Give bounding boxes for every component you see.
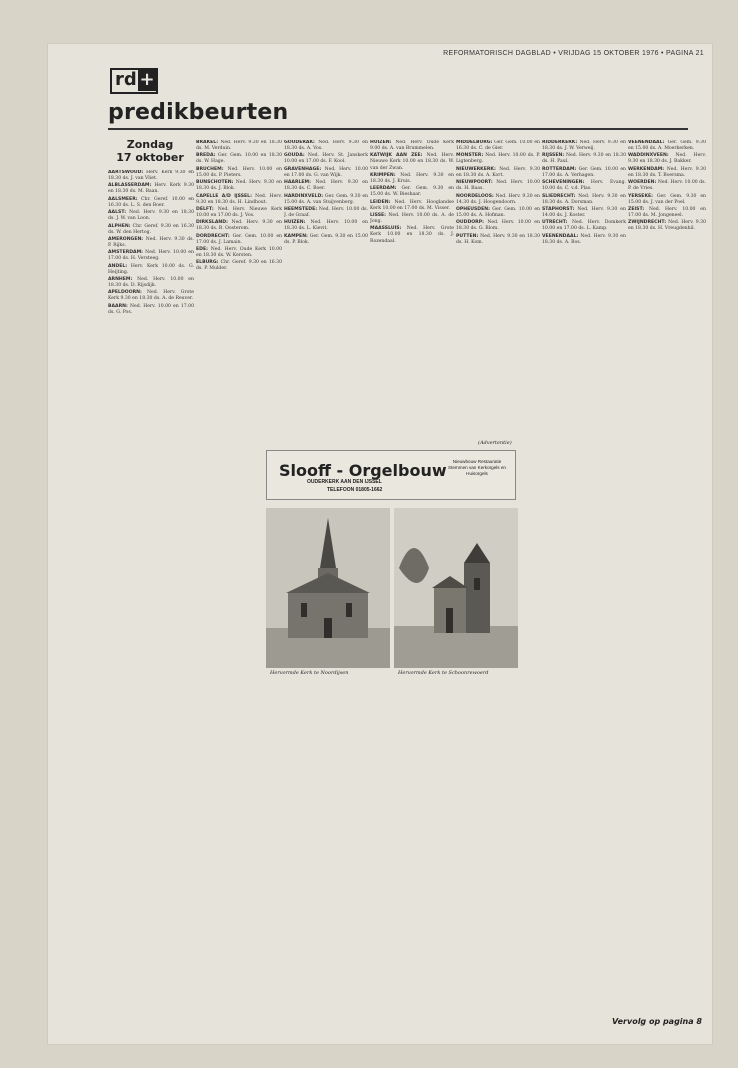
service-entry <box>284 153 368 165</box>
service-details: Ned. Herv. 9.30 en 18.30 ds. H. Vreugdenhil. <box>628 220 706 232</box>
column-4-lower <box>370 680 454 1040</box>
place-name: MONSTER: <box>456 153 484 159</box>
place-name: SLIEDRECHT: <box>542 193 576 199</box>
place-name: BAARN: <box>108 303 128 309</box>
column-3 <box>284 140 368 436</box>
service-details: Ned. Herv. 10.00 en 17.00 ds. G. Pos. <box>108 303 194 315</box>
service-entry <box>456 194 540 206</box>
service-entry <box>108 237 194 249</box>
place-name: UTRECHT: <box>542 220 568 226</box>
place-name: AARTSWOUD: <box>108 170 144 175</box>
place-name: LEERDAM: <box>370 186 397 192</box>
service-details: Ger. Gem. 9.30 en 15.00 ds. A. van Stuijvenberg. <box>284 193 368 205</box>
service-entry <box>542 234 626 246</box>
place-name: WERKENDAM: <box>628 166 665 172</box>
place-name: GRAVENHAGE: <box>284 166 322 172</box>
service-details: Herv. Kerk 10.00 ds. G. Heijting. <box>108 263 194 275</box>
place-name: HAARLEM: <box>284 180 311 186</box>
date-day: Zondag <box>126 138 174 151</box>
service-details: Ned. Herv. Oude Kerk 10.00 en 18.30 ds. W. Kersten. <box>196 247 282 259</box>
service-entry <box>370 200 454 212</box>
place-name: ALBLASSERDAM: <box>108 183 152 189</box>
service-details: Ned. Herv. 9.30 en 14.30 ds. J. Hoogendoorn. <box>456 193 540 205</box>
place-name: ROTTERDAM: <box>542 166 577 172</box>
service-entry <box>284 207 368 219</box>
paper-info: REFORMATORISCH DAGBLAD • VRIJDAG 15 OKTOBER 1976 • PAGINA 21 <box>443 50 704 57</box>
service-entry <box>284 194 368 206</box>
service-details: Ned. Herv. 10.00 en 15.00 ds. P. Pieters. <box>196 166 282 178</box>
service-details: Ned. Herv. Oude Kerk 9.00 ds. A. van Brummelen. <box>370 140 454 152</box>
service-details: Ned. Herv. 10.00 ds. J. de Graaf. <box>284 206 368 218</box>
service-details: Ned. Herv. 9.30 en 14.00 ds. J. Koster. <box>542 206 626 218</box>
church-photo-left <box>266 508 390 668</box>
place-name: EDE: <box>196 247 208 252</box>
place-name: ANDEL: <box>108 263 128 269</box>
place-name: KRIMPEN: <box>370 172 396 178</box>
column-4 <box>370 140 454 436</box>
place-name: STAPHORST: <box>542 206 575 212</box>
service-entry <box>542 153 626 165</box>
place-name: CAPELLE A/D IJSSEL: <box>196 193 252 199</box>
advertisement <box>266 450 516 500</box>
service-details: Herv. Evang. 10.00 ds. C. v.d. Plas. <box>542 180 626 192</box>
continued-notice: Vervolg op pagina 8 <box>612 1017 702 1026</box>
column-5-lower <box>456 680 540 1040</box>
caption-right: Hervormde Kerk te Schoonrewoerd <box>398 670 489 676</box>
service-entry <box>370 173 454 185</box>
service-entry <box>628 194 706 206</box>
service-entry <box>370 226 454 244</box>
place-name: AALSMEER: <box>108 196 138 202</box>
service-details: Ger. Gem. 9.30 en 15.00 ds. A. Moerkerken. <box>628 140 706 152</box>
ad-services: Nieuwbouw Restauratie Stemmen van Kerkorgels en Huisorgels <box>448 459 506 476</box>
service-entry <box>542 180 626 192</box>
place-name: ZWIJNDRECHT: <box>628 220 667 226</box>
service-details: Ned. Herv. 10.00 ds. P. Ligtenberg. <box>456 153 540 165</box>
newspaper-page <box>48 44 712 1044</box>
place-name: LEIDEN: <box>370 199 391 205</box>
service-entry <box>196 140 282 152</box>
column-3-lower <box>284 680 368 1040</box>
place-name: NOORDELOOS: <box>456 193 494 199</box>
place-name: ALPHEN: <box>108 223 131 229</box>
service-entry <box>108 290 194 302</box>
service-details: Ned. Herv. 10.00 ds. H. Baas. <box>456 180 540 192</box>
service-entry <box>370 186 454 198</box>
service-entry <box>108 277 194 289</box>
ad-name: Slooff - Orgelbouw <box>279 461 447 480</box>
place-name: AMERONGEN: <box>108 236 144 242</box>
place-name: BRUCHEM: <box>196 166 224 172</box>
service-entry <box>196 247 282 259</box>
service-entry <box>370 213 454 225</box>
service-details: Ned. Herv. St. Janskerk 10.00 en 17.00 ds. F. Kool. <box>284 153 368 165</box>
place-name: WADDINXVEEN: <box>628 153 669 159</box>
service-details: Ned. Herv. Nieuwe Kerk 10.00 en 18.30 ds. W. van der Zwan. <box>370 153 454 171</box>
place-name: BREDA: <box>196 153 216 159</box>
service-details: Ned. Herv. 9.30 en 18.30 ds. B. Oosterom. <box>196 220 282 232</box>
service-details: Ger. Gem. 10.00 en 15.00 ds. A. Hofman. <box>456 206 540 218</box>
place-name: LISSE: <box>370 212 387 218</box>
service-details: Ned. Herv. 9.30 en 18.30 ds. H. Lindhout. <box>196 193 282 205</box>
service-entry <box>108 183 194 195</box>
service-entry <box>196 260 282 272</box>
service-details: Ned. Herv. Hooglandse Kerk 10.00 en 17.00 ds. M. Visser. <box>370 199 454 211</box>
service-details: Ned. Herv. 9.30 en 18.30 ds. C. Boer. <box>284 180 368 192</box>
place-name: HUIZEN: <box>284 220 306 226</box>
service-details: Ned. Herv. 9.30 en 18.30 ds. A. Dorsman. <box>542 193 626 205</box>
service-details: Ger. Gem. 10.00 en 17.00 ds. A. Verhagen. <box>542 166 626 178</box>
service-entry <box>196 207 282 219</box>
place-name: GOUDERAK: <box>284 140 315 145</box>
service-details: Ger. Gem. 10.00 en 17.00 ds. J. Lamain. <box>196 233 282 245</box>
place-name: OUDDORP: <box>456 220 484 226</box>
service-details: Ned. Herv. 9.30 en 18.30 ds. A. Bos. <box>542 233 626 245</box>
service-entry <box>196 167 282 179</box>
service-entry <box>108 197 194 209</box>
service-entry <box>542 167 626 179</box>
service-entry <box>628 153 706 165</box>
place-name: NIEUWERKERK: <box>456 166 496 172</box>
service-details: Ned. Herv. 9.30 en 18.30 ds. M. Verduin. <box>196 140 282 152</box>
advertisement-tag: (Advertentie) <box>478 440 512 446</box>
service-entry <box>542 220 626 232</box>
place-name: HUIZEN: <box>370 140 392 145</box>
rd-logo <box>110 68 158 94</box>
place-name: OPHEUSDEN: <box>456 206 490 212</box>
column-1 <box>108 170 194 1040</box>
place-name: MAASSLUIS: <box>370 226 402 232</box>
service-details: Ned. Herv. 10.00 en 18.30 ds. L. Kievit. <box>284 220 368 232</box>
service-entry <box>196 220 282 232</box>
service-details: Herv. Kerk 9.30 en 18.30 ds. J. van Vliet. <box>108 170 194 182</box>
place-name: HEEMSTEDE: <box>284 206 318 212</box>
service-details: Ned. Herv. 10.00 en 18.30 ds. D. Rijsdijk. <box>108 277 194 289</box>
service-details: Herv. Kerk 9.30 en 18.30 ds. M. Baan. <box>108 183 194 195</box>
place-name: ARNHEM: <box>108 277 133 282</box>
place-name: DIRKSLAND: <box>196 220 228 226</box>
service-details: Ned. Herv. 9.30 en 18.30 ds. H. Paul. <box>542 153 626 165</box>
service-details: Ned. Herv. 10.00 en 18.30 ds. G. Blom. <box>456 220 540 232</box>
church-photo-right <box>394 508 518 668</box>
place-name: HARDINXVELD: <box>284 193 324 199</box>
service-details: Ned. Herv. 10.00 en 17.00 ds. M. Jongeneel. <box>628 206 706 218</box>
service-entry <box>108 210 194 222</box>
caption-left: Hervormde Kerk te Noordijsen <box>270 670 349 676</box>
place-name: MIDDELBURG: <box>456 140 493 145</box>
service-entry <box>284 167 368 179</box>
place-name: DORDRECHT: <box>196 233 230 239</box>
church-illustration-left <box>266 508 390 668</box>
service-details: Ned. Herv. 10.00 en 17.00 ds. G. van Wijk. <box>284 166 368 178</box>
service-details: Ger. Gem. 10.00 en 16.30 ds. C. de Gier. <box>456 140 540 152</box>
column-7 <box>628 140 706 1020</box>
date-block <box>108 138 192 164</box>
service-details: Ned. Herv. 9.30 en 18.30 ds. H. Kom. <box>456 233 540 245</box>
service-details: Ned. Herv. Domkerk 10.00 en 17.00 ds. L. Kamp. <box>542 220 626 232</box>
column-6 <box>542 140 626 1040</box>
ad-subtitle: OUDERKERK AAN DEN IJSSEL <box>307 479 382 485</box>
place-name: KAMPEN: <box>284 233 308 239</box>
logo-text: rd <box>115 69 137 90</box>
service-details: Ned. Herv. 9.30 en 18.30 ds. J. W. van Loon. <box>108 210 194 222</box>
service-entry <box>456 153 540 165</box>
service-details: Ger. Gem. 10.00 en 18.30 ds. W. Hage. <box>196 153 282 165</box>
service-entry <box>108 224 194 236</box>
service-entry <box>196 180 282 192</box>
service-details: Chr. Geref. 9.30 en 16.30 ds. P. Mulder. <box>196 260 282 272</box>
place-name: GOUDA: <box>284 153 305 159</box>
service-entry <box>628 167 706 179</box>
service-details: Ned. Herv. Grote Kerk 10.00 en 18.30 ds. J. Rozendaal. <box>370 226 454 244</box>
service-entry <box>284 180 368 192</box>
place-name: RIJSSEN: <box>542 153 565 159</box>
place-name: VEENENDAAL: <box>628 140 665 145</box>
service-entry <box>456 220 540 232</box>
church-illustration-right <box>394 508 518 668</box>
service-entry <box>542 194 626 206</box>
service-details: Ned. Herv. 9.30 en 18.30 ds. A. Vos. <box>284 140 368 152</box>
service-entry <box>628 207 706 219</box>
service-entry <box>628 220 706 232</box>
place-name: SCHEVENINGEN: <box>542 180 585 186</box>
place-name: BUNSCHOTEN: <box>196 180 234 186</box>
place-name: VEENENDAAL: <box>542 233 579 239</box>
section-title: predikbeurten <box>108 100 289 125</box>
service-details: Ned. Herv. 9.30 en 18.30 ds. T. Boersma. <box>628 166 706 178</box>
date-date: 17 oktober <box>116 151 184 164</box>
cross-icon: + <box>139 69 155 90</box>
service-entry <box>284 234 368 246</box>
place-name: ELBURG: <box>196 260 219 266</box>
service-details: Ger. Gem. 9.30 en 15.00 ds. P. Blok. <box>284 233 368 245</box>
service-entry <box>456 167 540 179</box>
place-name: KATWIJK AAN ZEE: <box>370 153 423 159</box>
service-details: Chr. Geref. 9.30 en 16.30 ds. W. den Hertog. <box>108 223 194 235</box>
service-entry <box>628 180 706 192</box>
service-details: Chr. Geref. 10.00 en 16.30 ds. L. S. den Boer. <box>108 196 194 208</box>
service-entry <box>284 140 368 152</box>
service-entry <box>456 140 540 152</box>
place-name: PUTTEN: <box>456 233 479 239</box>
ad-phone: TELEFOON 01805-1662 <box>327 487 383 493</box>
service-entry <box>542 140 626 152</box>
place-name: APELDOORN: <box>108 290 142 296</box>
service-entry <box>108 250 194 262</box>
service-entry <box>456 207 540 219</box>
service-details: Ned. Herv. 9.30 ds. P. Rijks. <box>108 236 194 248</box>
place-name: AALST: <box>108 210 127 216</box>
service-details: Ger. Gem. 9.30 en 15.00 ds. J. van der Poel. <box>628 193 706 205</box>
service-details: Ned. Herv. Grote Kerk 9.30 en 18.30 ds. A. de Reuver. <box>108 290 194 302</box>
service-details: Ned. Herv. 10.00 ds. A. de Jong. <box>370 212 454 225</box>
service-entry <box>196 153 282 165</box>
service-entry <box>456 234 540 246</box>
place-name: DELFT: <box>196 206 214 212</box>
service-details: Ger. Gem. 9.30 en 15.00 ds. W. Bieshaar. <box>370 186 454 198</box>
service-entry <box>370 140 454 152</box>
place-name: ZEIST: <box>628 206 645 212</box>
place-name: YERSEKE: <box>628 193 653 199</box>
service-entry <box>108 304 194 316</box>
service-entry <box>196 234 282 246</box>
service-details: Ned. Herv. Nieuwe Kerk 10.00 en 17.00 ds. J. Vos. <box>196 206 282 218</box>
column-5 <box>456 140 540 436</box>
place-name: AMSTERDAM: <box>108 250 144 256</box>
place-name: RIDDERKERK: <box>542 140 578 145</box>
service-entry <box>108 170 194 182</box>
service-entry <box>108 264 194 276</box>
service-details: Ned. Herv. 9.30 en 18.30 ds. J. Blok. <box>196 180 282 192</box>
service-entry <box>284 220 368 232</box>
service-entry <box>196 194 282 206</box>
place-name: BRAKEL: <box>196 140 219 145</box>
service-details: Ned. Herv. 9.30 en 18.30 ds. J. W. Verweij. <box>542 140 626 152</box>
service-entry <box>542 207 626 219</box>
service-details: Ned. Herv. 9.30 en 18.30 ds. J. Bakker. <box>628 153 706 165</box>
service-details: Ned. Herv. 9.30 en 18.30 ds. J. Kruis. <box>370 172 454 184</box>
service-entry <box>628 140 706 152</box>
service-details: Ned. Herv. 9.30 en 18.30 ds. A. Kort. <box>456 166 540 178</box>
service-details: Ned. Herv. 10.00 en 17.00 ds. H. Versteeg. <box>108 250 194 262</box>
service-entry <box>370 153 454 171</box>
place-name: NIEUWPOORT: <box>456 180 493 186</box>
header-rule <box>108 128 688 130</box>
place-name: WOERDEN: <box>628 180 657 186</box>
service-details: Ned. Herv. 10.00 ds. P. de Vries. <box>628 180 706 192</box>
service-entry <box>456 180 540 192</box>
